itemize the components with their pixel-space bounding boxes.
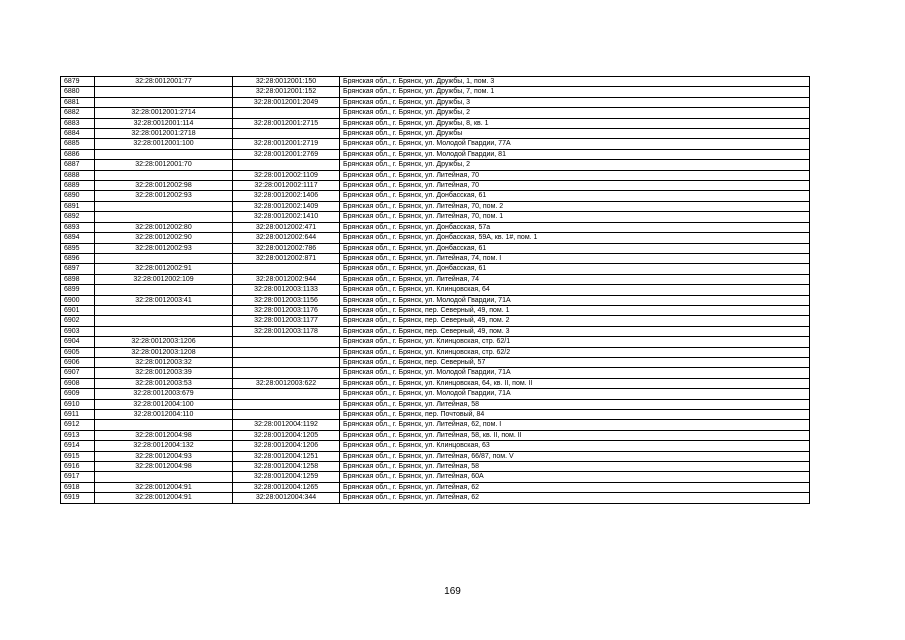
address-cell: Брянская обл., г. Брянск, ул. Донбасская, 59А, кв. 1#, пом. 1 (340, 233, 810, 243)
address-cell: Брянская обл., г. Брянск, ул. Литейная, 70, пом. 1 (340, 212, 810, 222)
address-cell: Брянская обл., г. Брянск, ул. Литейная, 70 (340, 170, 810, 180)
row-number-cell: 6879 (61, 77, 95, 87)
cadastral-number-cell: 32:28:0012001:2714 (95, 108, 233, 118)
table-row (61, 357, 810, 367)
row-number-cell: 6881 (61, 97, 95, 107)
cadastral-object-number-cell: 32:28:0012002:786 (233, 243, 340, 253)
cadastral-number-cell: 32:28:0012004:91 (95, 493, 233, 503)
cadastral-number-cell: 32:28:0012003:39 (95, 368, 233, 378)
cadastral-number-cell: 32:28:0012002:109 (95, 274, 233, 284)
cadastral-object-number-cell (233, 389, 340, 399)
row-number-cell: 6905 (61, 347, 95, 357)
row-number-cell: 6918 (61, 482, 95, 492)
table-row (61, 368, 810, 378)
address-cell: Брянская обл., г. Брянск, ул. Донбасская, 61 (340, 264, 810, 274)
cadastral-number-cell (95, 201, 233, 211)
cadastral-number-cell: 32:28:0012001:70 (95, 160, 233, 170)
cadastral-object-number-cell (233, 410, 340, 420)
table-row (61, 462, 810, 472)
table-row (61, 139, 810, 149)
cadastral-object-number-cell: 32:28:0012001:150 (233, 77, 340, 87)
cadastral-number-cell (95, 305, 233, 315)
cadastral-object-number-cell (233, 368, 340, 378)
address-cell: Брянская обл., г. Брянск, ул. Литейная, 62 (340, 482, 810, 492)
row-number-cell: 6880 (61, 87, 95, 97)
table-row (61, 451, 810, 461)
row-number-cell: 6901 (61, 305, 95, 315)
table-row (61, 87, 810, 97)
cadastral-object-number-cell: 32:28:0012003:622 (233, 378, 340, 388)
address-cell: Брянская обл., г. Брянск, пер. Северный, 49, пом. 3 (340, 326, 810, 336)
row-number-cell: 6919 (61, 493, 95, 503)
cadastral-object-number-cell: 32:28:0012004:1259 (233, 472, 340, 482)
address-cell: Брянская обл., г. Брянск, ул. Дружбы, 7, пом. 1 (340, 87, 810, 97)
table-row (61, 222, 810, 232)
cadastral-number-cell (95, 170, 233, 180)
cadastral-number-cell (95, 149, 233, 159)
row-number-cell: 6888 (61, 170, 95, 180)
row-number-cell: 6890 (61, 191, 95, 201)
table-row (61, 305, 810, 315)
cadastral-number-cell: 32:28:0012002:93 (95, 191, 233, 201)
row-number-cell: 6910 (61, 399, 95, 409)
row-number-cell: 6917 (61, 472, 95, 482)
cadastral-number-cell: 32:28:0012003:53 (95, 378, 233, 388)
table-row (61, 410, 810, 420)
cadastral-number-cell: 32:28:0012004:100 (95, 399, 233, 409)
row-number-cell: 6906 (61, 357, 95, 367)
row-number-cell: 6914 (61, 441, 95, 451)
row-number-cell: 6896 (61, 253, 95, 263)
table-row (61, 149, 810, 159)
row-number-cell: 6898 (61, 274, 95, 284)
table-row (61, 118, 810, 128)
row-number-cell: 6891 (61, 201, 95, 211)
row-number-cell: 6908 (61, 378, 95, 388)
table-row (61, 201, 810, 211)
address-cell: Брянская обл., г. Брянск, ул. Литейная, 58 (340, 462, 810, 472)
cadastral-object-number-cell: 32:28:0012002:1117 (233, 181, 340, 191)
table-row (61, 129, 810, 139)
address-cell: Брянская обл., г. Брянск, ул. Клинцовская, 64 (340, 285, 810, 295)
address-cell: Брянская обл., г. Брянск, ул. Клинцовская, 64, кв. II, пом. II (340, 378, 810, 388)
address-cell: Брянская обл., г. Брянск, ул. Литейная, 58, кв. II, пом. II (340, 430, 810, 440)
row-number-cell: 6904 (61, 337, 95, 347)
cadastral-number-cell (95, 285, 233, 295)
cadastral-object-number-cell: 32:28:0012002:1409 (233, 201, 340, 211)
address-cell: Брянская обл., г. Брянск, ул. Донбасская, 61 (340, 243, 810, 253)
cadastral-number-cell: 32:28:0012004:98 (95, 430, 233, 440)
row-number-cell: 6893 (61, 222, 95, 232)
table-row (61, 233, 810, 243)
address-cell: Брянская обл., г. Брянск, ул. Дружбы, 3 (340, 97, 810, 107)
table-row (61, 253, 810, 263)
cadastral-number-cell: 32:28:0012003:679 (95, 389, 233, 399)
cadastral-number-cell: 32:28:0012004:91 (95, 482, 233, 492)
cadastral-object-number-cell (233, 129, 340, 139)
cadastral-number-cell: 32:28:0012001:100 (95, 139, 233, 149)
table-row (61, 285, 810, 295)
table-row (61, 243, 810, 253)
table-row (61, 274, 810, 284)
cadastral-object-number-cell: 32:28:0012002:1109 (233, 170, 340, 180)
cadastral-object-number-cell (233, 399, 340, 409)
cadastral-object-number-cell: 32:28:0012001:2719 (233, 139, 340, 149)
cadastral-number-cell: 32:28:0012002:90 (95, 233, 233, 243)
registry-table (60, 76, 810, 504)
row-number-cell: 6900 (61, 295, 95, 305)
address-cell: Брянская обл., г. Брянск, ул. Литейная, 60А (340, 472, 810, 482)
row-number-cell: 6884 (61, 129, 95, 139)
address-cell: Брянская обл., г. Брянск, ул. Дружбы, 8, кв. 1 (340, 118, 810, 128)
cadastral-number-cell: 32:28:0012001:114 (95, 118, 233, 128)
address-cell: Брянская обл., г. Брянск, ул. Клинцовская, 63 (340, 441, 810, 451)
cadastral-object-number-cell (233, 337, 340, 347)
address-cell: Брянская обл., г. Брянск, ул. Литейная, 66/87, пом. V (340, 451, 810, 461)
address-cell: Брянская обл., г. Брянск, пер. Северный, 57 (340, 357, 810, 367)
address-cell: Брянская обл., г. Брянск, ул. Дружбы, 2 (340, 108, 810, 118)
cadastral-number-cell: 32:28:0012004:110 (95, 410, 233, 420)
address-cell: Брянская обл., г. Брянск, ул. Литейная, 62, пом. I (340, 420, 810, 430)
table-row (61, 191, 810, 201)
row-number-cell: 6899 (61, 285, 95, 295)
row-number-cell: 6887 (61, 160, 95, 170)
cadastral-object-number-cell: 32:28:0012004:344 (233, 493, 340, 503)
cadastral-object-number-cell: 32:28:0012004:1258 (233, 462, 340, 472)
row-number-cell: 6882 (61, 108, 95, 118)
cadastral-object-number-cell (233, 108, 340, 118)
table-row (61, 77, 810, 87)
registry-table-body (61, 77, 810, 504)
cadastral-object-number-cell: 32:28:0012001:2769 (233, 149, 340, 159)
table-row (61, 170, 810, 180)
address-cell: Брянская обл., г. Брянск, пер. Северный, 49, пом. 2 (340, 316, 810, 326)
table-row (61, 378, 810, 388)
cadastral-number-cell: 32:28:0012001:2718 (95, 129, 233, 139)
cadastral-object-number-cell: 32:28:0012002:1406 (233, 191, 340, 201)
table-row (61, 420, 810, 430)
row-number-cell: 6903 (61, 326, 95, 336)
row-number-cell: 6883 (61, 118, 95, 128)
cadastral-object-number-cell (233, 357, 340, 367)
address-cell: Брянская обл., г. Брянск, ул. Донбасская, 57а (340, 222, 810, 232)
row-number-cell: 6915 (61, 451, 95, 461)
address-cell: Брянская обл., г. Брянск, ул. Литейная, 70 (340, 181, 810, 191)
cadastral-object-number-cell: 32:28:0012003:1176 (233, 305, 340, 315)
cadastral-object-number-cell: 32:28:0012004:1192 (233, 420, 340, 430)
cadastral-object-number-cell: 32:28:0012004:1206 (233, 441, 340, 451)
address-cell: Брянская обл., г. Брянск, ул. Литейная, 58 (340, 399, 810, 409)
cadastral-number-cell: 32:28:0012001:77 (95, 77, 233, 87)
table-row (61, 493, 810, 503)
table-row (61, 108, 810, 118)
table-row (61, 441, 810, 451)
row-number-cell: 6889 (61, 181, 95, 191)
row-number-cell: 6894 (61, 233, 95, 243)
cadastral-object-number-cell: 32:28:0012002:644 (233, 233, 340, 243)
table-row (61, 347, 810, 357)
cadastral-number-cell (95, 326, 233, 336)
cadastral-number-cell: 32:28:0012004:132 (95, 441, 233, 451)
cadastral-object-number-cell: 32:28:0012002:1410 (233, 212, 340, 222)
address-cell: Брянская обл., г. Брянск, ул. Литейная, 70, пом. 2 (340, 201, 810, 211)
cadastral-object-number-cell: 32:28:0012004:1251 (233, 451, 340, 461)
cadastral-object-number-cell: 32:28:0012002:471 (233, 222, 340, 232)
table-row (61, 326, 810, 336)
table-row (61, 97, 810, 107)
table-row (61, 160, 810, 170)
cadastral-object-number-cell (233, 347, 340, 357)
row-number-cell: 6886 (61, 149, 95, 159)
table-row (61, 295, 810, 305)
cadastral-number-cell: 32:28:0012004:93 (95, 451, 233, 461)
row-number-cell: 6892 (61, 212, 95, 222)
address-cell: Брянская обл., г. Брянск, ул. Молодой Гвардии, 77А (340, 139, 810, 149)
address-cell: Брянская обл., г. Брянск, ул. Молодой Гвардии, 81 (340, 149, 810, 159)
table-row (61, 264, 810, 274)
table-row (61, 181, 810, 191)
cadastral-number-cell: 32:28:0012003:32 (95, 357, 233, 367)
cadastral-number-cell (95, 97, 233, 107)
address-cell: Брянская обл., г. Брянск, пер. Почтовый, 84 (340, 410, 810, 420)
table-row (61, 212, 810, 222)
table-row (61, 316, 810, 326)
cadastral-number-cell (95, 316, 233, 326)
table-row (61, 430, 810, 440)
table-row (61, 389, 810, 399)
cadastral-object-number-cell: 32:28:0012001:2049 (233, 97, 340, 107)
cadastral-object-number-cell: 32:28:0012002:944 (233, 274, 340, 284)
cadastral-object-number-cell: 32:28:0012003:1156 (233, 295, 340, 305)
page-number: 169 (444, 586, 461, 597)
cadastral-object-number-cell: 32:28:0012001:152 (233, 87, 340, 97)
table-row (61, 482, 810, 492)
address-cell: Брянская обл., г. Брянск, ул. Дружбы (340, 129, 810, 139)
cadastral-object-number-cell: 32:28:0012004:1265 (233, 482, 340, 492)
row-number-cell: 6907 (61, 368, 95, 378)
table-row (61, 399, 810, 409)
cadastral-number-cell: 32:28:0012003:1206 (95, 337, 233, 347)
row-number-cell: 6897 (61, 264, 95, 274)
cadastral-number-cell: 32:28:0012002:80 (95, 222, 233, 232)
row-number-cell: 6885 (61, 139, 95, 149)
row-number-cell: 6912 (61, 420, 95, 430)
cadastral-number-cell (95, 472, 233, 482)
address-cell: Брянская обл., г. Брянск, ул. Литейная, 74 (340, 274, 810, 284)
address-cell: Брянская обл., г. Брянск, пер. Северный, 49, пом. 1 (340, 305, 810, 315)
row-number-cell: 6911 (61, 410, 95, 420)
cadastral-number-cell (95, 212, 233, 222)
cadastral-object-number-cell: 32:28:0012003:1133 (233, 285, 340, 295)
cadastral-number-cell: 32:28:0012002:91 (95, 264, 233, 274)
cadastral-object-number-cell: 32:28:0012003:1178 (233, 326, 340, 336)
cadastral-number-cell: 32:28:0012004:98 (95, 462, 233, 472)
address-cell: Брянская обл., г. Брянск, ул. Дружбы, 1, пом. 3 (340, 77, 810, 87)
row-number-cell: 6902 (61, 316, 95, 326)
cadastral-number-cell: 32:28:0012002:93 (95, 243, 233, 253)
cadastral-number-cell: 32:28:0012002:98 (95, 181, 233, 191)
row-number-cell: 6909 (61, 389, 95, 399)
cadastral-number-cell (95, 420, 233, 430)
cadastral-object-number-cell: 32:28:0012003:1177 (233, 316, 340, 326)
row-number-cell: 6913 (61, 430, 95, 440)
cadastral-number-cell: 32:28:0012003:41 (95, 295, 233, 305)
row-number-cell: 6916 (61, 462, 95, 472)
row-number-cell: 6895 (61, 243, 95, 253)
address-cell: Брянская обл., г. Брянск, ул. Литейная, 74, пом. I (340, 253, 810, 263)
table-row (61, 337, 810, 347)
cadastral-number-cell (95, 253, 233, 263)
address-cell: Брянская обл., г. Брянск, ул. Клинцовская, стр. 62/1 (340, 337, 810, 347)
cadastral-object-number-cell: 32:28:0012001:2715 (233, 118, 340, 128)
cadastral-object-number-cell (233, 264, 340, 274)
address-cell: Брянская обл., г. Брянск, ул. Литейная, 62 (340, 493, 810, 503)
cadastral-number-cell (95, 87, 233, 97)
address-cell: Брянская обл., г. Брянск, ул. Молодой Гвардии, 71А (340, 368, 810, 378)
cadastral-object-number-cell (233, 160, 340, 170)
table-row (61, 472, 810, 482)
address-cell: Брянская обл., г. Брянск, ул. Молодой Гвардии, 71А (340, 295, 810, 305)
address-cell: Брянская обл., г. Брянск, ул. Молодой Гвардии, 71А (340, 389, 810, 399)
address-cell: Брянская обл., г. Брянск, ул. Клинцовская, стр. 62/2 (340, 347, 810, 357)
cadastral-object-number-cell: 32:28:0012004:1205 (233, 430, 340, 440)
address-cell: Брянская обл., г. Брянск, ул. Донбасская, 61 (340, 191, 810, 201)
address-cell: Брянская обл., г. Брянск, ул. Дружбы, 2 (340, 160, 810, 170)
cadastral-number-cell: 32:28:0012003:1208 (95, 347, 233, 357)
cadastral-object-number-cell: 32:28:0012002:871 (233, 253, 340, 263)
